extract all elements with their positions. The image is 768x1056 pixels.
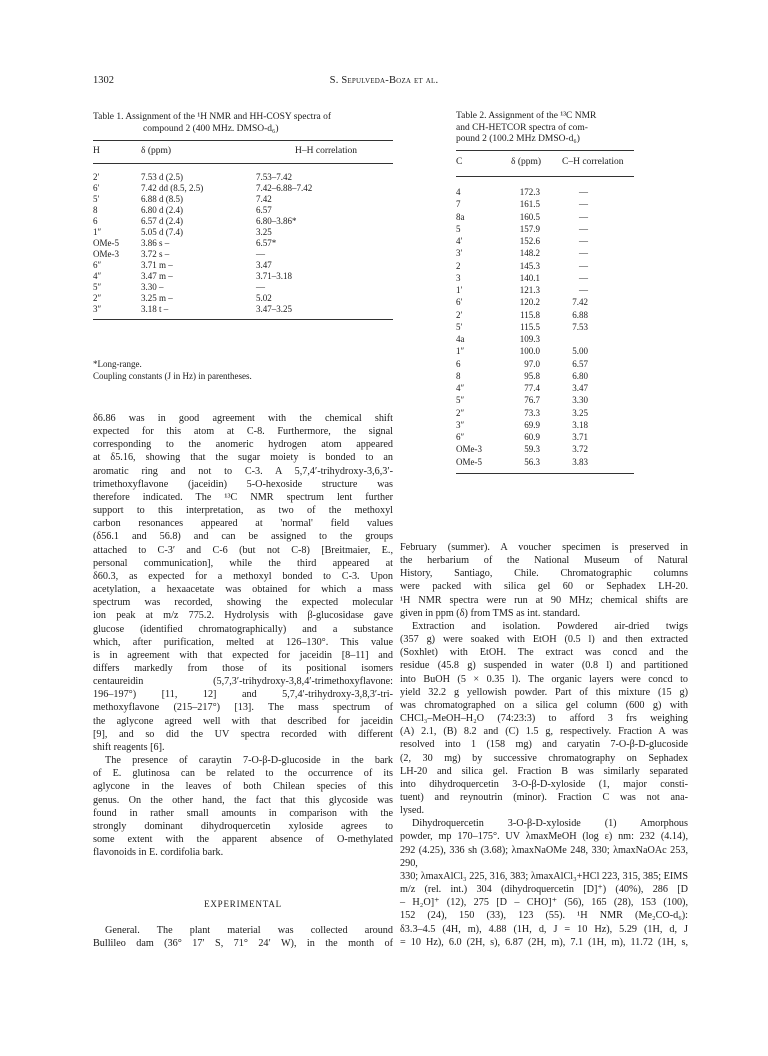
text-line: – H₂O]⁺ (12), 275 [D – CHO]⁺ (56), 165 (28), 153 (100), <box>400 897 688 909</box>
text-line: ¹H NMR spectra were run at 90 MHz; chemical shifts are <box>400 594 688 606</box>
table1-cell-h: 2′ <box>93 172 100 182</box>
text-line: shift reagents [6]. <box>93 741 165 753</box>
table2-row <box>456 419 636 431</box>
table2-cell-c: 2″ <box>456 407 465 418</box>
table2-cell-corr: — <box>579 260 588 271</box>
table1-col-h: H <box>93 146 100 156</box>
table2-cell-corr: — <box>579 199 588 210</box>
table1-cell-delta: 5.05 d (7.4) <box>141 227 183 237</box>
table2-col-corr: C–H correlation <box>562 157 624 167</box>
table2-cell-corr: — <box>579 272 588 283</box>
table1-bottom-rule <box>93 319 393 320</box>
table1-cell-corr: — <box>256 249 265 259</box>
table2-cell-corr: 3.72 <box>572 444 588 455</box>
table2-header-rule <box>456 176 634 177</box>
table1-cell-delta: 3.18 t – <box>141 304 169 314</box>
table2-cell-c: 4″ <box>456 383 465 393</box>
table1-cell-h: 4″ <box>93 271 102 281</box>
text-line: Dihydroquercetin 3-O-β-D-xyloside (1) Amorphous <box>412 818 688 830</box>
table1-row <box>93 260 393 271</box>
table1-cell-delta: 3.72 s – <box>141 249 170 259</box>
table2-cell-delta: 73.3 <box>524 407 540 418</box>
table2-cell-delta: 148.2 <box>519 248 540 259</box>
text-line: expected for this atom at C-8. Furthermore, the signal <box>93 426 393 438</box>
table1-cell-corr: — <box>256 282 265 292</box>
table2-cell-corr: — <box>579 187 588 197</box>
text-line: February (summer). A voucher specimen is preserved in <box>400 542 688 553</box>
table2-row <box>456 186 636 198</box>
text-line: which, after purification, melted at 126–130°. This value <box>93 636 393 648</box>
table2-cell-delta: 69.9 <box>524 419 540 430</box>
text-line: m/z (rel. int.) 304 (dihydroquercetin [D]⁺) (40%), 286 [D <box>400 884 688 896</box>
table2-row <box>456 456 636 468</box>
text-line: 196–197°) [11, 12] and 5,7,4′-trihydroxy-3,8,3′-tri- <box>93 689 393 701</box>
text-line: the aglycone agreed well with that described for jaceidin <box>93 715 393 727</box>
table2-cell-corr: 3.25 <box>572 407 588 418</box>
text-line: support to this interpretation, as two of the methoxyl <box>93 505 393 517</box>
table1-top-rule <box>93 140 393 141</box>
text-line: carbon resonances appeared at 'normal' field values <box>93 518 393 530</box>
table2-cell-delta: 97.0 <box>524 358 540 369</box>
text-line: (δ56.1 and 56.8) and can be assigned to the groups <box>93 531 393 543</box>
text-line: History, Santiago, Chile. Chromatographic columns <box>400 568 688 580</box>
table2-cell-corr: 7.42 <box>572 297 588 308</box>
text-line: methoxyflavone (215–217°) [13]. The mass spectrum of <box>93 702 393 714</box>
table1-cell-h: 6″ <box>93 260 102 270</box>
table2-cell-c: 5 <box>456 223 461 234</box>
table2-col-c: C <box>456 157 463 167</box>
table2-bottom-rule <box>456 473 634 474</box>
table2-cell-corr: 6.80 <box>572 370 588 381</box>
table2-cell-c: 8a <box>456 211 465 222</box>
text-line: residue (45.8 g) suspended in water (0.8 l) and partitioned <box>400 660 688 672</box>
table2-cell-delta: 157.9 <box>519 223 540 234</box>
text-line: lysed. <box>400 805 425 817</box>
table1-cell-h: 5′ <box>93 194 100 204</box>
table2-cell-delta: 76.7 <box>524 395 540 406</box>
table1-row <box>93 194 393 205</box>
table1-header-rule <box>93 163 393 164</box>
table2-cell-c: 3 <box>456 272 461 283</box>
text-line: was chromatographed on a silica gel column (600 g) with <box>400 699 688 711</box>
table1-col-delta: δ (ppm) <box>141 146 172 156</box>
text-line: therefore indicated. The ¹³C NMR spectrum lent further <box>93 491 393 503</box>
table2-col-delta: δ (ppm) <box>511 157 542 167</box>
table1-cell-corr: 7.42–6.88–7.42 <box>256 183 313 193</box>
table2-cell-delta: 115.5 <box>520 321 540 332</box>
table2-cell-c: 6″ <box>456 432 465 442</box>
table1-cell-delta: 7.42 dd (8.5, 2.5) <box>141 183 204 193</box>
text-line: is in agreement with that expected for jaceidin [8–11] and <box>93 649 393 661</box>
table2-cell-corr: 6.57 <box>572 358 588 369</box>
table1-note: *Long-range. <box>93 359 142 369</box>
table2-cell-delta: 140.1 <box>519 272 540 283</box>
table2-cell-delta: 95.8 <box>524 370 540 381</box>
text-line: aromatic ring and not to C-3. A 5,7,4′-trihydroxy-3,6,3′- <box>93 465 393 477</box>
text-line: the herbarium of the National Museum of Natural <box>400 555 688 567</box>
text-line: attached to C-3′ and C-6 (but not C-8) [Breitmaier, E., <box>93 544 393 556</box>
table2-cell-corr: 3.71 <box>572 432 588 442</box>
table1-row <box>93 238 393 249</box>
text-line: [9], and so did the UV spectra recorded with different <box>93 728 393 740</box>
table2-cell-corr: — <box>579 223 588 234</box>
table2-body <box>456 186 636 468</box>
table1-body <box>93 172 393 315</box>
table2-row <box>456 272 636 284</box>
table2-row <box>456 223 636 235</box>
text-line: corresponding to the anomeric hydrogen atom appeared <box>93 439 393 451</box>
table1-cell-corr: 6.80–3.86* <box>256 216 297 226</box>
text-line: centaureidin (5,7,3′-trihydroxy-3,8,4′-trimethoxyflavone: <box>93 676 393 688</box>
table2-row <box>456 211 636 223</box>
table2-cell-c: 1′ <box>456 285 463 295</box>
table1-cell-delta: 3.25 m – <box>141 293 173 303</box>
text-line: aglycone in the leaves of both Chilean species of this <box>93 781 393 793</box>
text-line: differs markedly from those of its positional isomers <box>93 662 393 674</box>
text-line: given in ppm (δ) from TMS as int. standard. <box>400 607 581 619</box>
table1-cell-corr: 3.47–3.25 <box>256 304 292 314</box>
table1-cell-corr: 3.25 <box>256 227 272 237</box>
table1-cell-h: 2″ <box>93 293 102 303</box>
table2-row <box>456 394 636 406</box>
table2-cell-corr: 6.88 <box>572 309 588 320</box>
table2-cell-c: OMe-3 <box>456 444 482 455</box>
table2-row <box>456 358 636 370</box>
left-body-text <box>93 412 393 859</box>
table2-row <box>456 443 636 455</box>
table2-cell-delta: 160.5 <box>519 211 540 222</box>
table1-row <box>93 282 393 293</box>
text-line: CHCl₃–MeOH–H₂O (74:23:3) to afford 3 frs weighing <box>400 713 688 725</box>
table1-col-corr: H–H correlation <box>295 146 357 156</box>
table2-cell-delta: 109.3 <box>519 334 540 344</box>
table1-cell-corr: 5.02 <box>256 293 272 303</box>
table2-cell-corr: — <box>579 236 588 246</box>
text-line: The presence of caraytin 7-O-β-D-glucoside in the bark <box>105 755 393 767</box>
table2-cell-corr: 3.30 <box>572 395 588 406</box>
table1-row <box>93 172 393 183</box>
table2-cell-corr: 7.53 <box>572 321 588 332</box>
table2-cell-corr: 3.83 <box>572 456 588 467</box>
table2-cell-corr: 5.00 <box>572 346 588 357</box>
text-line: δ60.3, as expected for a methoxyl bonded to C-3. Upon <box>93 570 393 582</box>
text-line: 330; λmaxAlCl₃ 225, 316, 383; λmaxAlCl₃+HCl 223, 315, 385; EIMS <box>400 870 688 882</box>
table2-cell-c: 3″ <box>456 419 465 430</box>
table2-cell-c: 6′ <box>456 297 463 308</box>
table2-row <box>456 345 636 357</box>
text-line: LH-20 and silica gel. Fraction B was similarly separated <box>400 765 688 777</box>
section-heading-experimental: EXPERIMENTAL <box>204 899 282 909</box>
text-line: powder, mp 170–175°. UV λmaxMeOH (log ε) nm: 232 (4.14), <box>400 831 688 843</box>
table2-cell-delta: 56.3 <box>524 456 540 467</box>
text-line: tuent) and reynoutrin (minor). Fraction C was not ana- <box>400 791 688 803</box>
table2-caption-line: Table 2. Assignment of the ¹³C NMR <box>456 111 597 121</box>
table1-cell-corr: 3.47 <box>256 260 272 270</box>
table2-row <box>456 321 636 333</box>
table1-cell-delta: 7.53 d (2.5) <box>141 172 183 182</box>
table1-row <box>93 271 393 282</box>
table2-cell-delta: 77.4 <box>524 383 540 393</box>
table1-cell-delta: 6.88 d (8.5) <box>141 194 183 204</box>
text-line: 152 (24), 150 (33), 123 (55). ¹H NMR (Me₂CO-d₆): <box>400 910 688 922</box>
table2-cell-delta: 115.8 <box>520 309 540 320</box>
table2-row <box>456 382 636 394</box>
table2-caption <box>456 111 636 146</box>
table1-row <box>93 304 393 315</box>
table2-cell-corr <box>540 333 588 345</box>
text-line: of E. glutinosa can be related to the occurrence of its <box>93 768 393 780</box>
table2-row <box>456 284 636 296</box>
table2-cell-corr: — <box>579 248 588 259</box>
table1-cell-delta: 3.71 m – <box>141 260 173 270</box>
table2-caption-line: pound 2 (100.2 MHz DMSO-d₆) <box>456 134 580 144</box>
table2-cell-c: 5′ <box>456 321 463 332</box>
table1-cell-corr: 7.53–7.42 <box>256 172 292 182</box>
running-head: S. Sepulveda-Boza et al. <box>329 75 439 86</box>
table1-cell-h: 6′ <box>93 183 100 193</box>
table2-cell-delta: 100.0 <box>519 346 540 357</box>
table1-cell-corr: 6.57* <box>256 238 277 248</box>
table1-cell-corr: 3.71–3.18 <box>256 271 292 281</box>
text-line: into dihydroquercetin 3-O-β-D-xyloside (1, major consti- <box>400 778 688 790</box>
table2-cell-c: 8 <box>456 370 461 381</box>
table1-row <box>93 216 393 227</box>
table2-row <box>456 431 636 443</box>
table1-cell-delta: 6.80 d (2.4) <box>141 205 183 215</box>
table2-cell-corr: — <box>579 285 588 295</box>
table2-row <box>456 407 636 419</box>
table1-cell-h: 5″ <box>93 282 102 292</box>
text-line: trimethoxyflavone (jaceidin) 5-O-hexoside structure was <box>93 478 393 490</box>
table1-caption-line: Table 1. Assignment of the ¹H NMR and HH-COSY spectra of <box>93 112 331 122</box>
text-line: 292 (4.25), 336 sh (3.68); λmaxNaOMe 248, 330; λmaxNaOAc 253, 290, <box>400 844 688 869</box>
text-line: Extraction and isolation. Powdered air-dried twigs <box>412 620 688 632</box>
table2-cell-c: 2 <box>456 260 461 271</box>
table2-cell-delta: 120.2 <box>519 297 540 308</box>
table2-cell-c: 1″ <box>456 346 465 357</box>
table2-row <box>456 260 636 272</box>
table1-caption-line: compound 2 (400 MHz. DMSO-d₆) <box>143 124 279 134</box>
text-line: (A) 2.1, (B) 8.2 and (C) 1.5 g, respectively. Fraction A was <box>400 726 688 738</box>
table2-cell-delta: 145.3 <box>519 260 540 271</box>
text-line: flavonoids in E. cordifolia bark. <box>93 847 224 859</box>
table1-caption <box>93 111 395 135</box>
text-line: (357 g) were soaked with EtOH (0.5 l) and then extracted <box>400 634 688 646</box>
table2-row <box>456 235 636 247</box>
table1-cell-h: 1″ <box>93 227 102 237</box>
table1-cell-corr: 7.42 <box>256 194 272 204</box>
table1-row <box>93 293 393 304</box>
table2-cell-delta: 121.3 <box>519 285 540 295</box>
table1-cell-h: 6 <box>93 216 98 226</box>
table2-cell-c: 2′ <box>456 309 463 320</box>
text-line: General. The plant material was collected around <box>105 925 393 936</box>
experimental-text <box>93 924 393 950</box>
table2-row <box>456 309 636 321</box>
table1-cell-h: 3″ <box>93 304 102 314</box>
text-line: glucose (identified chromatographically) and a substance <box>93 623 393 635</box>
text-line: Bullileo dam (36° 17′ S, 71° 24′ W), in the month of <box>93 938 393 950</box>
table2-cell-c: 4′ <box>456 236 463 246</box>
text-line: at δ5.16, showing that the sugar moiety is bonded to an <box>93 452 393 464</box>
table2-cell-delta: 59.3 <box>524 444 540 455</box>
table2-cell-c: 6 <box>456 358 461 369</box>
table2-cell-c: 7 <box>456 199 461 210</box>
right-body-text <box>400 541 688 949</box>
table2-caption-line: and CH-HETCOR spectra of com- <box>456 122 588 133</box>
text-line: = 10 Hz), 6.0 (2H, s), 6.87 (2H, m), 7.1 (1H, m), 11.72 (1H, s, <box>400 936 688 948</box>
text-line: spectrum was recorded, showing the expected molecular <box>93 597 393 609</box>
table2-cell-corr: — <box>579 211 588 222</box>
table2-row <box>456 198 636 210</box>
text-line: personal communication], while the third appeared at <box>93 557 393 569</box>
table2-cell-c: 4a <box>456 334 465 344</box>
table2-row <box>456 247 636 259</box>
table1-row <box>93 227 393 238</box>
text-line: some extent with the apparent absence of O-methylated <box>93 834 393 845</box>
table1-cell-h: 8 <box>93 205 98 215</box>
table1-cell-delta: 3.30 – <box>141 282 164 292</box>
text-line: ion peak at m/z 775.2. Hydrolysis with β-glucosidase gave <box>93 610 393 622</box>
table1-notes <box>93 358 252 382</box>
table2-cell-delta: 152.6 <box>519 236 540 246</box>
table2-cell-c: 5″ <box>456 395 465 406</box>
text-line: genus. On the other hand, the fact that this glycoside was <box>93 794 393 806</box>
table1-row <box>93 249 393 260</box>
table1-note: Coupling constants (J in Hz) in parentheses. <box>93 371 252 381</box>
text-line: (Soxhlet) with EtOH. The extract was concd and the <box>400 647 688 659</box>
text-line: (2, 30 mg) by successive chromatography on Sephadex <box>400 752 688 764</box>
table2-cell-delta: 60.9 <box>524 432 540 442</box>
text-line: acetylation, a hexaacetate was obtained for which a mass <box>93 584 393 596</box>
table2-cell-delta: 172.3 <box>519 187 540 197</box>
table1-row <box>93 183 393 194</box>
table2-cell-c: 4 <box>456 187 461 197</box>
text-line: into BuOH (5 × 0.35 l). The organic layers were concd to <box>400 673 688 685</box>
table1-cell-corr: 6.57 <box>256 205 272 215</box>
table2-cell-corr: 3.18 <box>572 419 588 430</box>
table2-row <box>456 370 636 382</box>
text-line: strongly dominant dihydroquercetin xyloside agrees to <box>93 820 393 832</box>
table2-row <box>456 296 636 308</box>
page-number: 1302 <box>93 75 114 86</box>
table1-cell-delta: 3.47 m – <box>141 271 173 281</box>
table2-cell-c: 3′ <box>456 248 463 259</box>
table1-cell-delta: 3.86 s – <box>141 238 170 248</box>
text-line: δ3.3–4.5 (4H, m), 4.88 (1H, d, J = 10 Hz), 5.29 (1H, d, J <box>400 923 688 935</box>
text-line: found in rather small amounts in comparison with the <box>93 807 393 819</box>
table1-row <box>93 205 393 216</box>
text-line: resolved into 1 (158 mg) and caryatin 7-O-β-D-glucoside <box>400 739 688 751</box>
text-line: were packed with silica gel 60 or Sephadex LH-20. <box>400 581 688 593</box>
table2-cell-delta: 161.5 <box>519 199 540 210</box>
table1-cell-h: OMe-3 <box>93 249 119 259</box>
table2-top-rule <box>456 150 634 151</box>
table2-row <box>456 333 636 345</box>
text-line: δ6.86 was in good agreement with the chemical shift <box>93 413 393 424</box>
table1-cell-delta: 6.57 d (2.4) <box>141 216 183 226</box>
text-line: yield 32.2 g yellowish powder. Part of this mixture (15 g) <box>400 686 688 698</box>
table1-cell-h: OMe-5 <box>93 238 119 248</box>
table2-cell-c: OMe-5 <box>456 456 482 467</box>
table2-cell-corr: 3.47 <box>572 383 588 393</box>
